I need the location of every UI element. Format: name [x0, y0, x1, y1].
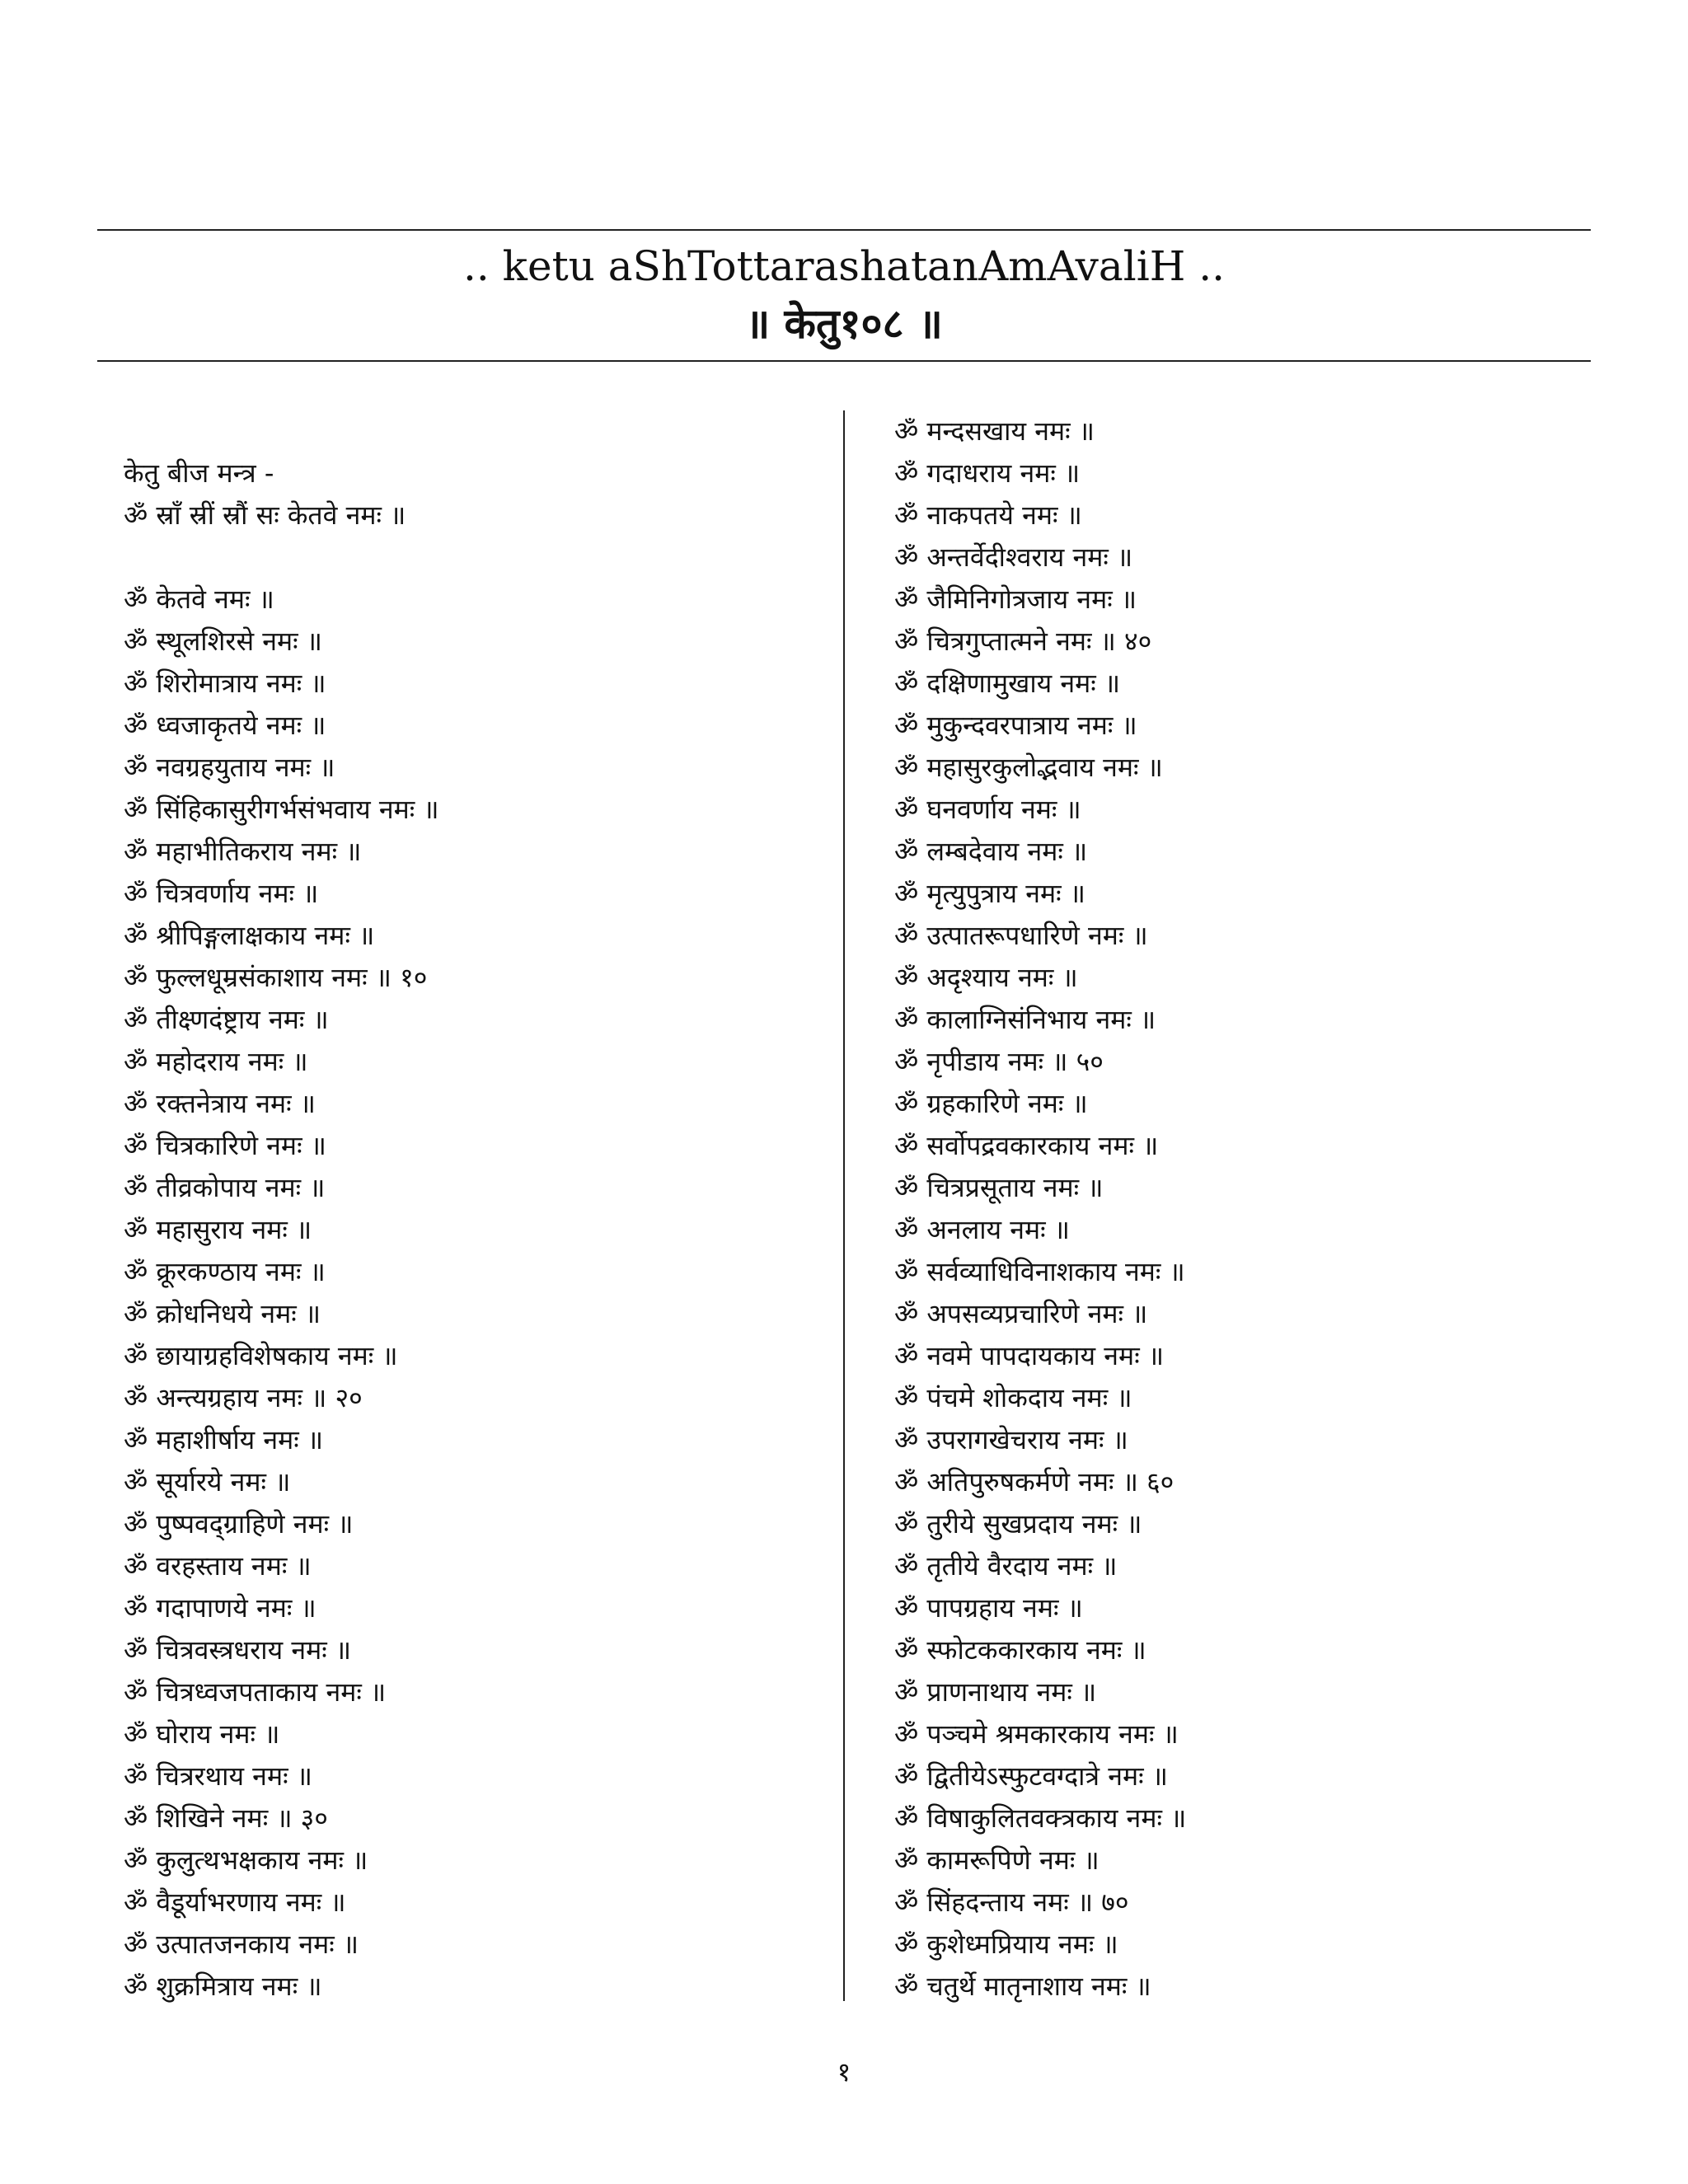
mantra-line: ॐ रक्तनेत्राय नमः ॥: [124, 1088, 316, 1119]
mantra-line: ॐ अन्त्यग्रहाय नमः ॥ २०: [124, 1382, 363, 1413]
mantra-line: ॐ कामरूपिणे नमः ॥: [894, 1844, 1100, 1876]
page-number: १: [837, 2056, 851, 2088]
mantra-line: ॐ सर्वव्याधिविनाशकाय नमः ॥: [894, 1256, 1185, 1287]
mantra-line: ॐ प्राणनाथाय नमः ॥: [894, 1676, 1097, 1708]
mantra-line: ॐ विषाकुलितवक्त्रकाय नमः ॥: [894, 1802, 1187, 1834]
mantra-line: ॐ उपरागखेचराय नमः ॥: [894, 1424, 1128, 1455]
mantra-line: ॐ उत्पातजनकाय नमः ॥: [124, 1929, 359, 1960]
mantra-line: ॐ मन्दसखाय नमः ॥: [894, 415, 1095, 447]
mantra-line: ॐ क्रोधनिधये नमः ॥: [124, 1298, 321, 1329]
mantra-line: ॐ चित्रप्रसूताय नमः ॥: [894, 1172, 1104, 1203]
mantra-line: ॐ कुशेध्मप्रियाय नमः ॥: [894, 1929, 1118, 1960]
mantra-line: ॐ लम्बदेवाय नमः ॥: [894, 836, 1088, 867]
mantra-line: ॐ शिरोमात्राय नमः ॥: [124, 668, 326, 699]
mantra-line: ॐ महासुरकुलोद्भवाय नमः ॥: [894, 752, 1163, 783]
mantra-line: ॐ तीक्ष्णदंष्ट्राय नमः ॥: [124, 1004, 329, 1035]
mantra-line: ॐ स्राँ स्रीं स्रौं सः केतवे नमः ॥: [124, 499, 406, 531]
mantra-line: ॐ सूर्यारये नमः ॥: [124, 1466, 291, 1497]
mantra-line: ॐ चित्ररथाय नमः ॥: [124, 1760, 312, 1792]
mantra-line: ॐ महासुराय नमः ॥: [124, 1214, 312, 1245]
mantra-line: ॐ सिंहदन्ताय नमः ॥ ७०: [894, 1886, 1129, 1918]
mantra-line: ॐ क्रूरकण्ठाय नमः ॥: [124, 1256, 326, 1287]
mantra-line: ॐ तृतीये वैरदाय नमः ॥: [894, 1550, 1118, 1582]
mantra-line: ॐ ध्वजाकृतये नमः ॥: [124, 710, 326, 741]
mantra-line: ॐ नृपीडाय नमः ॥ ५०: [894, 1046, 1104, 1077]
mantra-line: ॐ चित्रध्वजपताकाय नमः ॥: [124, 1676, 387, 1708]
mantra-line: ॐ अनलाय नमः ॥: [894, 1214, 1070, 1245]
page-title-devanagari: ॥ केतु१०८ ॥: [745, 300, 943, 348]
mantra-line: ॐ तुरीये सुखप्रदाय नमः ॥: [894, 1508, 1142, 1540]
mantra-line: ॐ कालाग्निसंनिभाय नमः ॥: [894, 1004, 1156, 1035]
mantra-line: ॐ ग्रहकारिणे नमः ॥: [894, 1088, 1088, 1119]
mantra-line: ॐ कुलुत्थभक्षकाय नमः ॥: [124, 1844, 368, 1876]
mantra-line: ॐ शुक्रमित्राय नमः ॥: [124, 1971, 322, 2002]
mantra-line: ॐ अपसव्यप्रचारिणे नमः ॥: [894, 1298, 1148, 1329]
mantra-line: ॐ नवग्रहयुताय नमः ॥: [124, 752, 335, 783]
mantra-line: ॐ घोराय नमः ॥: [124, 1718, 280, 1750]
mantra-line: ॐ सिंहिकासुरीगर्भसंभवाय नमः ॥: [124, 794, 439, 825]
mantra-line: ॐ चित्रकारिणे नमः ॥: [124, 1130, 326, 1161]
mantra-line: ॐ पुष्पवद्ग्राहिणे नमः ॥: [124, 1508, 354, 1540]
mantra-line: ॐ मृत्युपुत्राय नमः ॥: [894, 878, 1085, 909]
mantra-line: ॐ वैडूर्याभरणाय नमः ॥: [124, 1886, 346, 1918]
mantra-line: ॐ घनवर्णाय नमः ॥: [894, 794, 1081, 825]
blank-line: [124, 410, 816, 452]
blank-line: [124, 537, 816, 579]
mantra-line: ॐ गदाधराय नमः ॥: [894, 457, 1081, 489]
mantra-line: ॐ चित्रवर्णाय नमः ॥: [124, 878, 319, 909]
mantra-line: ॐ अतिपुरुषकर्मणे नमः ॥ ६०: [894, 1466, 1175, 1497]
header-top-rule: [97, 229, 1591, 231]
mantra-line: ॐ महाशीर्षाय नमः ॥: [124, 1424, 324, 1455]
mantra-line: ॐ शिखिने नमः ॥ ३०: [124, 1802, 328, 1834]
mantra-line: ॐ द्वितीयेऽस्फुटवग्दात्रे नमः ॥: [894, 1760, 1168, 1792]
mantra-line: ॐ उत्पातरूपधारिणे नमः ॥: [894, 920, 1148, 951]
mantra-line: ॐ अदृश्याय नमः ॥: [894, 962, 1078, 993]
mantra-line: ॐ चित्रवस्त्रधराय नमः ॥: [124, 1634, 352, 1666]
mantra-line: ॐ केतवे नमः ॥: [124, 583, 274, 615]
header-bottom-rule: [97, 360, 1591, 362]
mantra-line: ॐ अन्तर्वेदीश्वराय नमः ॥: [894, 541, 1133, 573]
mantra-line: ॐ गदापाणये नमः ॥: [124, 1592, 316, 1624]
mantra-line: ॐ फुल्लधूम्रसंकाशाय नमः ॥ १०: [124, 962, 428, 993]
mantra-line: ॐ छायाग्रहविशेषकाय नमः ॥: [124, 1340, 398, 1371]
column-divider: [843, 410, 845, 2001]
mantra-line: ॐ मुकुन्दवरपात्राय नमः ॥: [894, 710, 1137, 741]
mantra-line: ॐ स्फोटककारकाय नमः ॥: [894, 1634, 1146, 1666]
mantra-line: ॐ नाकपतये नमः ॥: [894, 499, 1082, 531]
mantra-line: ॐ स्थूलशिरसे नमः ॥: [124, 626, 322, 657]
right-column: [894, 410, 1587, 2008]
mantra-line: ॐ जैमिनिगोत्रजाय नमः ॥: [894, 583, 1137, 615]
mantra-line: ॐ पञ्चमे श्रमकारकाय नमः ॥: [894, 1718, 1179, 1750]
mantra-line: ॐ श्रीपिङ्गलाक्षकाय नमः ॥: [124, 920, 375, 951]
mantra-line: ॐ चतुर्थे मातृनाशाय नमः ॥: [894, 1971, 1151, 2002]
mantra-line: केतु बीज मन्त्र -: [124, 457, 274, 489]
mantra-line: ॐ चित्रगुप्तात्मने नमः ॥ ४०: [894, 626, 1152, 657]
page-title-transliterated: .. ketu aShTottarashatanAmAvaliH ..: [463, 242, 1225, 290]
mantra-line: ॐ वरहस्ताय नमः ॥: [124, 1550, 312, 1582]
mantra-line: ॐ महोदराय नमः ॥: [124, 1046, 308, 1077]
mantra-line: ॐ पंचमे शोकदाय नमः ॥: [894, 1382, 1132, 1413]
mantra-line: ॐ दक्षिणामुखाय नमः ॥: [894, 668, 1121, 699]
mantra-line: ॐ सर्वोपद्रवकारकाय नमः ॥: [894, 1130, 1159, 1161]
mantra-line: ॐ नवमे पापदायकाय नमः ॥: [894, 1340, 1164, 1371]
mantra-line: ॐ महाभीतिकराय नमः ॥: [124, 836, 362, 867]
mantra-line: ॐ तीव्रकोपाय नमः ॥: [124, 1172, 326, 1203]
left-column: [124, 410, 816, 2008]
mantra-line: ॐ पापग्रहाय नमः ॥: [894, 1592, 1083, 1624]
